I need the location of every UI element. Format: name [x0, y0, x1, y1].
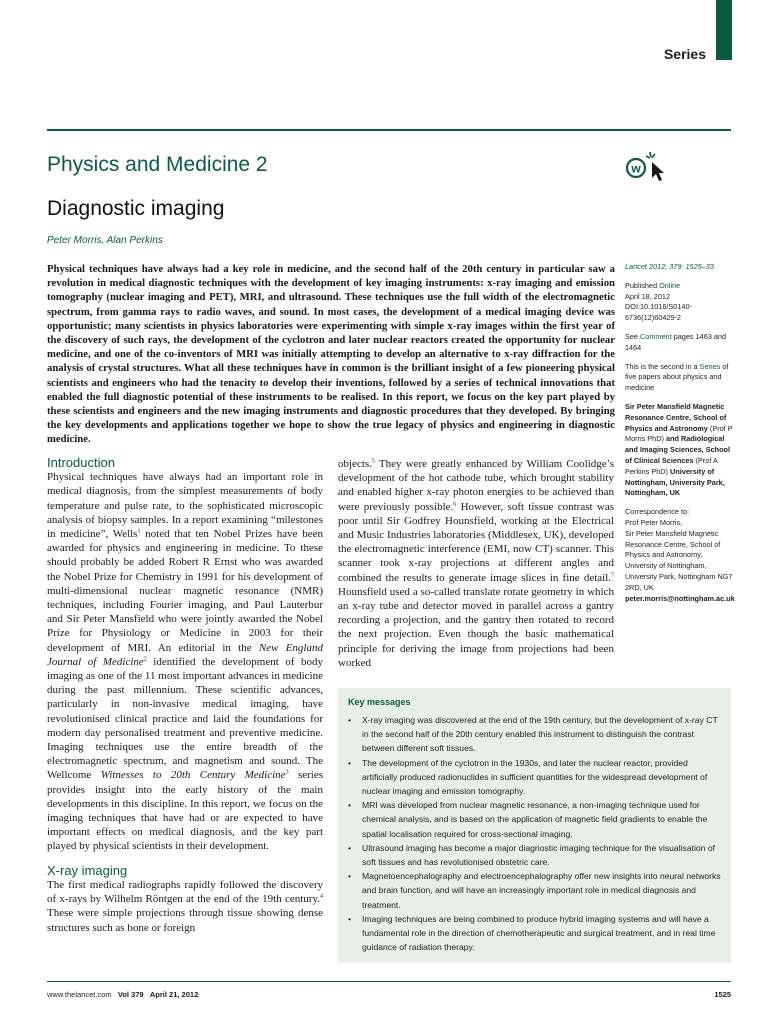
key-message-item: • Imaging techniques are being combined to produce hybrid imaging systems and will have a fundamental role in the direction of chemotherapeutic and surgical treatment, and in real time guidance of radiation therapy. [348, 912, 722, 955]
key-message-item: • Ultrasound imaging has become a major diagnostic imaging technique for the visualisation of soft tissues and has revolutionised obstetric care. [348, 841, 722, 869]
published-date: April 18, 2012 [625, 291, 671, 301]
affiliation-2: Radiological and Imaging Sciences, School of Clinical Sciences [625, 434, 731, 465]
series-note-suffix: of five papers about physics and medicine [625, 361, 729, 393]
footer-volume: Vol 379 [117, 990, 144, 999]
header-rule [47, 129, 731, 131]
body-column-1 [47, 456, 323, 935]
authors: Peter Morris, Alan Perkins [47, 235, 163, 246]
footer-date: April 21, 2012 [149, 990, 199, 999]
reference-6[interactable]: 6 [453, 500, 457, 507]
key-message-item: • X-ray imaging was discovered at the end of the 19th century, but the development of x-ray CT in the second half of the 20th century enabled this instrument to distinguish the contrast between different soft tissues. [348, 713, 722, 756]
affiliation-2-person: (Prof A Perkins PhD) [625, 455, 718, 476]
correspondence-line: Sir Peter Mansfield Magnetic Resonance Centre, School of Physics and Astronomy, [625, 528, 721, 560]
reference-4[interactable]: 4 [320, 893, 323, 900]
reference-5[interactable]: 5 [371, 458, 375, 465]
email-link[interactable]: peter.morris@nottingham.ac.uk [625, 593, 735, 603]
affiliation-and: and [665, 434, 679, 444]
reference-1[interactable]: 1 [137, 528, 141, 535]
key-messages-title: Key messages [348, 697, 411, 707]
see-prefix: See [625, 331, 638, 341]
key-message-item: • The development of the cyclotron in the 1930s, and later the nuclear reactor, provided artificially produced radionuclides in sufficient quantities for the widespread development of nuclear imaging and emission tomography. [348, 756, 722, 799]
series-title: Physics and Medicine 2 [47, 153, 268, 176]
xray-paragraph: The first medical radiographs rapidly followed the discovery of x-rays by Wilhelm Röntgen at the end of the 19th century.$^4$ These were simple projections through tissue showing dense structures such as bone or foreign [47, 878, 323, 934]
key-message-item: • Magnetoencephalography and electroencephalography offer new insights into neural networks and brain function, and will have an increasingly important role in medical diagnosis and treatment. [348, 869, 722, 912]
introduction-heading: Introduction [47, 455, 115, 470]
correspondence-line: Prof Peter Morris, [625, 517, 683, 527]
page-number: 1525 [714, 990, 731, 999]
comment-link[interactable]: Comment [640, 331, 672, 341]
introduction-paragraph: Physical techniques have always had an important role in medical diagnosis, from the simplest measurements of body temperature and pulse rate, to the sophisticated microscopic analysis of biopsy samples. In a report examining “milestones in medicine”, Wells$^1$ noted that ten Nobel Prizes have been awarded for physics and engineering in medicine. To these should probably be added Robert R Ernst who was awarded the Nobel Prize for Chemistry in 1991 for his development of multi-dimensional nuclear magnetic resonance (NMR) techniques, including Fourier imaging, and Paul Lauterbur and Sir Peter Mansfield who were jointly awarded the Nobel Prize for Physiology or Medicine in 2003 for their development of MRI. An editorial in the New England Journal of Medicine$^2$ identified the development of body imaging as one of the 11 most important advances in medicine during the past millennium. These scientific advances, particularly in non-invasive medical imaging, have revolutionised clinical practice and laid the foundations for modern day personalised treatment and preventive medicine. Imaging techniques use the entire breadth of the electromagnetic spectrum, and magnetism and sound. The Wellcome Witnesses to 20th Century Medicine$^3$ series provides insight into the early history of the main developments in this discipline. In this report, we focus on the imaging techniques that have had or are expected to have important effects on medical diagnosis, and the key part played by physical scientists in their development. [47, 471, 324, 853]
footer-rule [47, 981, 731, 982]
published-label: Published [625, 280, 658, 290]
affiliation-university: University of Nottingham, University Park, Nottingham, UK [625, 466, 725, 498]
correspondence-label: Correspondence to: [625, 507, 690, 517]
svg-text:w: w [631, 161, 641, 176]
key-message-item: • MRI was developed from nuclear magnetic resonance, a non-imaging technique used for chemical analysis, and is based on the application of magnetic field gradients to enable the spatial localisation required for cross-sectional imaging. [348, 798, 722, 841]
series-note-prefix: This is the second in a [625, 361, 698, 371]
reference-3[interactable]: 3 [285, 769, 289, 776]
series-link[interactable]: Series [699, 361, 721, 371]
article-sidebar [625, 262, 733, 604]
article-title: Diagnostic imaging [47, 197, 225, 220]
correspondence-line: University of Nottingham, University Park, Nottingham NG7 2RD, UK [625, 561, 733, 592]
published-online-link[interactable]: Online [659, 280, 681, 290]
series-color-tab [716, 0, 732, 60]
doi[interactable]: DOI:10.1016/S0140-6736(12)60429-2 [625, 302, 692, 323]
online-first-logo-icon[interactable] [622, 148, 670, 184]
series-label: Series [663, 46, 706, 62]
xray-continued-paragraph: objects.$^5$ They were greatly enhanced by William Coolidge’s development of the hot cathode tube, which brought stability and enabled higher x-ray photon energies to be achieved than were previously possible.$^6$ However, soft tissue contrast was poor until Sir Godfrey Hounsfield, working at the Electrical and Music Industries laboratories (Middlesex, UK), developed the electromagnetic interference (EMI, now CT) scanner. This scanner took x-ray projections at different angles and combined the results to generate image slices in fine detail.$^7$ Hounsfield used a so-called translate rotate geometry in which an x-ray tube and detector moved in parallel across a gantry recording a projection, and the gantry then rotated to record the next projection. Even though the basic mathematical principle for deriving the image from projections had been worked [338, 458, 614, 669]
affiliation-1-person: (Prof P Morris PhD) [625, 423, 733, 444]
footer-info [47, 990, 198, 999]
reference-2[interactable]: 2 [143, 656, 147, 663]
affiliation-1: Sir Peter Mansfield Magnetic Resonance Centre, School of Physics and Astronomy [625, 401, 727, 433]
body-column-2 [338, 457, 614, 670]
key-messages-list [348, 713, 722, 954]
abstract: Physical techniques have always had a key role in medicine, and the second half of the 20th century in particular saw a revolution in medical diagnostic techniques with the development of key imaging instruments: x-ray imaging and emission tomography (nuclear imaging and PET), MRI, and ultrasound. These techniques use the full width of the electromagnetic spectrum, from gamma rays to radio waves, and sound. In most cases, the development of a medical imaging device was opportunistic; many scientists in physics laboratories were experimenting with simple x-ray images within the first year of the discovery of such rays, the development of the cyclotron and later nuclear reactors created the opportunity for nuclear medicine, and one of the co-inventors of MRI was initially attempting to develop an alternative to x-ray diffraction for the analysis of crystal structures. What all these techniques have in common is the brilliant insight of a few pioneering physical scientists and engineers who had the tenacity to develop their inventions, followed by a series of technical innovations that enabled the full diagnostic potential of these instruments to be realised. In this report, we focus on the key part played by these scientists and engineers and the new imaging instruments and diagnostic procedures that they developed. By bringing the key developments and applications together we hope to show the true legacy of physics and engineering in diagnostic medicine. [47, 263, 615, 446]
see-suffix: pages 1463 and 1464 [625, 331, 727, 352]
xray-heading: X-ray imaging [47, 862, 128, 878]
footer-site-link[interactable]: www.thelancet.com [47, 990, 112, 999]
reference-7[interactable]: 7 [611, 571, 614, 578]
citation: Lancet 2012; 379: 1525–33 [625, 262, 714, 271]
